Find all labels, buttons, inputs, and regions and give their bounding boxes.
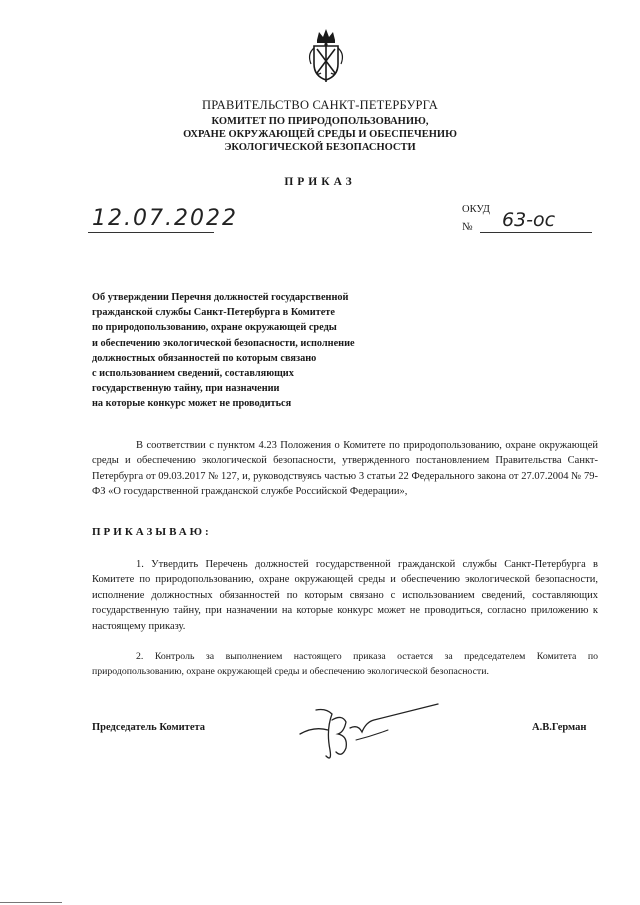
date-underline [88, 232, 214, 233]
number-sign: № [462, 221, 473, 233]
document-type: ПРИКАЗ [284, 176, 356, 188]
preamble-paragraph: В соответствии с пунктом 4.23 Положения о Комитете по природопользованию, охране окружающей среды и обеспечению экологической безопасности, утвержденного постановлением Правительства Санкт-Петербурга от 09.03.2017 № 127, и, руководствуясь частью 3 статьи 22 Федерального закона от 27.07.2004 № 79-ФЗ «О государственной гражданской службе Российской Федерации», [92, 440, 598, 498]
subject-line: должностных обязанностей по которым связано [92, 352, 317, 364]
signer-title: Председатель Комитета [92, 722, 206, 733]
page-corner-mark [0, 902, 62, 903]
number-underline [480, 232, 592, 233]
subject-line: государственную тайну, при назначении [92, 383, 280, 395]
order-subject [92, 290, 422, 412]
government-title: ПРАВИТЕЛЬСТВО САНКТ-ПЕТЕРБУРГА [202, 98, 438, 112]
handwritten-signature-icon [296, 700, 442, 766]
order-item: 1. Утвердить Перечень должностей государственной гражданской службы Санкт-Петербурга в Комитете по природопользованию, охране окружающей среды и обеспечению экологической безопасности, исполнение должностных обязанностей по которым связано с использованием сведений, составляющих государственную тайну, при назначении на которые конкурс может не проводиться, согласно приложению к настоящему приказу. [92, 559, 598, 632]
subject-line: гражданской службы Санкт-Петербурга в Комитете [92, 307, 335, 319]
committee-line: ОХРАНЕ ОКРУЖАЮЩЕЙ СРЕДЫ И ОБЕСПЕЧЕНИЮ [183, 129, 457, 141]
committee-line: КОМИТЕТ ПО ПРИРОДОПОЛЬЗОВАНИЮ, [211, 116, 429, 127]
committee-line: ЭКОЛОГИЧЕСКОЙ БЕЗОПАСНОСТИ [224, 142, 416, 154]
subject-line: на которые конкурс может не проводиться [92, 398, 292, 410]
order-item: 2. Контроль за выполнением настоящего приказа остается за председателем Комитета по природопользованию, охране окружающей среды и обеспечению экологической безопасности. [92, 651, 598, 677]
subject-line: и обеспечению экологической безопасности, исполнение [92, 337, 355, 349]
order-date: 12.07.2022 [92, 206, 238, 231]
subject-line: Об утверждении Перечня должностей государственной [92, 292, 349, 303]
spb-coat-of-arms-icon [305, 26, 347, 86]
subject-line: по природопользованию, охране окружающей среды [92, 322, 337, 334]
subject-line: с использованием сведений, составляющих [92, 368, 294, 380]
okud-label: ОКУД [462, 204, 490, 215]
order-directive: ПРИКАЗЫВАЮ: [92, 526, 212, 538]
signer-name: А.В.Герман [532, 722, 587, 733]
committee-name [0, 115, 640, 155]
order-number: 63-ос [502, 209, 556, 231]
